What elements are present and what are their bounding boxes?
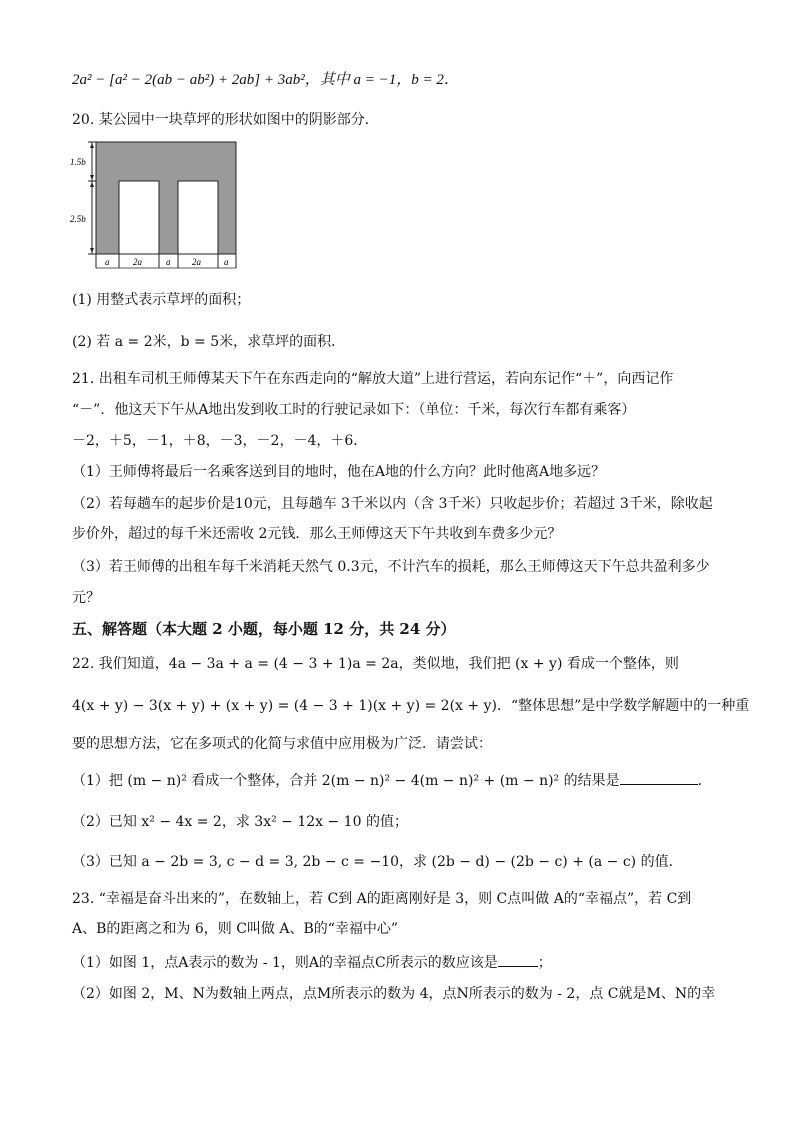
problem-21-part-3a: （3）若王师傅的出租车每千米消耗天然气 0.3元，不计汽车的损耗，那么王师傅这天下午总共盈利多少 <box>72 559 710 575</box>
problem-22-stem-2: 4(x + y) − 3(x + y) + (x + y) = (4 − 3 + 1)(x + y) = 2(x + y)．“整体思想”是中学数学解题中的一种重 <box>72 698 750 714</box>
problem-20-stem: 20. 某公园中一块草坪的形状如图中的阴影部分． <box>72 112 379 128</box>
problem-23-part-2: （2）如图 2，M、N为数轴上两点，点M所表示的数为 4，点N所表示的数为 - 2，点 C就是M、N的幸 <box>72 986 716 1002</box>
label-a-1: a <box>105 257 110 267</box>
problem-23-stem-2: A、B的距离之和为 6，则 C叫做 A、B的“幸福中心” <box>72 921 399 937</box>
problem-23-part-1-end: ； <box>537 955 552 971</box>
problem-23-part-1-text: （1）如图 1，点A表示的数为 - 1，则A的幸福点C所表示的数应该是 <box>72 955 498 971</box>
label-a-2: a <box>166 257 171 267</box>
problem-22-part-1 <box>72 770 712 791</box>
problem-21-part-2b: 步价外，超过的每千米还需收 2元钱．那么王师傅这天下午共收到车费多少元？ <box>72 526 562 542</box>
cutout-right <box>178 181 218 254</box>
problem-21-stem-2: “－”．他这天下午从A地出发到收工时的行驶记录如下：（单位：千米，每次行车都有乘客） <box>72 402 636 418</box>
problem-23-part-1 <box>72 952 552 973</box>
problem-19-expression: 2a² − [a² − 2(ab − ab²) + 2ab] + 3ab²，其中 a = −1，b = 2． <box>72 72 459 88</box>
problem-22-part-3: （3）已知 a − 2b = 3, c − d = 3, 2b − c = −10，求 (2b − d) − (2b − c) + (a − c) 的值． <box>72 854 683 870</box>
problem-22-part-1-end: ． <box>697 773 712 789</box>
label-1-5b: 1.5b <box>70 157 86 167</box>
problem-21-part-2a: （2）若每趟车的起步价是10元，且每趟车 3千米以内（含 3千米）只收起步价；若超过 3千米，除收起 <box>72 496 713 512</box>
problem-20-part-1: (1) 用整式表示草坪的面积； <box>72 292 251 308</box>
section-5-heading: 五、解答题（本大题 2 小题，每小题 12 分，共 24 分） <box>72 620 456 638</box>
lawn-figure <box>68 138 248 272</box>
label-2a-1: 2a <box>133 257 142 267</box>
problem-21-records: －2，＋5，－1，＋8，－3，－2，－4，＋6． <box>72 433 368 449</box>
problem-21-part-3b: 元？ <box>72 590 100 606</box>
problem-21-part-1: （1）王师傅将最后一名乘客送到目的地时，他在A地的什么方向？此时他离A地多远？ <box>72 464 606 480</box>
label-2-5b: 2.5b <box>70 214 86 224</box>
problem-22-stem-3: 要的思想方法，它在多项式的化简与求值中应用极为广泛．请尝试： <box>72 736 492 752</box>
problem-22-part-2: （2）已知 x² − 4x = 2，求 3x² − 12x − 10 的值； <box>72 814 408 830</box>
problem-22-stem-1: 22. 我们知道，4a − 3a + a = (4 − 3 + 1)a = 2a，类似地，我们把 (x + y) 看成一个整体，则 <box>72 656 679 672</box>
problem-23-stem-1: 23. “幸福是奋斗出来的”，在数轴上，若 C到 A的距离刚好是 3，则 C点叫做 A的“幸福点”，若 C到 <box>72 891 692 907</box>
answer-blank[interactable] <box>498 952 538 967</box>
problem-20-part-2: (2) 若 a = 2米，b = 5米，求草坪的面积． <box>72 334 346 350</box>
problem-22-part-1-text: （1）把 (m − n)² 看成一个整体，合并 2(m − n)² − 4(m − n)² + (m − n)² 的结果是 <box>72 773 620 789</box>
cutout-left <box>119 181 159 254</box>
problem-21-stem-1: 21. 出租车司机王师傅某天下午在东西走向的“解放大道”上进行营运，若向东记作“＋”，向西记作 <box>72 371 674 387</box>
answer-blank[interactable] <box>620 770 698 785</box>
label-2a-2: 2a <box>192 257 201 267</box>
label-a-3: a <box>224 257 229 267</box>
